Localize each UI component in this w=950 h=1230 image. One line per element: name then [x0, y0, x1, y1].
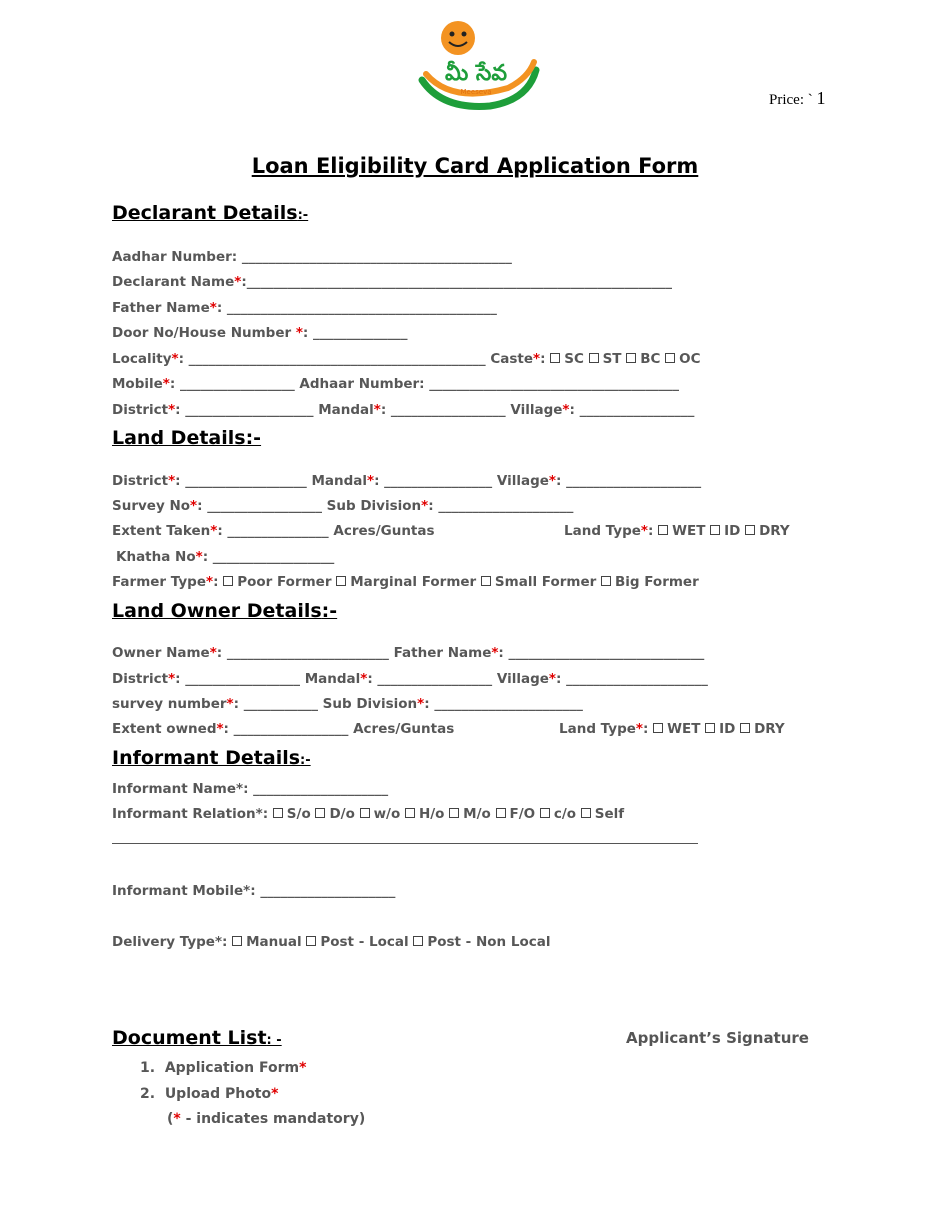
land-type-option-label: ID	[724, 523, 741, 539]
land-district-row[interactable]: District*: __________________ Mandal*: ________________ Village*: ____________________	[112, 473, 702, 489]
owner-land-type-option-wet[interactable]	[653, 721, 700, 737]
checkbox-icon[interactable]	[315, 808, 325, 818]
owner-name-row[interactable]: Owner Name*: ________________________ Father Name*: _____________________________	[112, 645, 705, 661]
owner-land-type-option-dry[interactable]	[740, 721, 785, 737]
land-survey-row[interactable]: Survey No*: _________________ Sub Division*: ____________________	[112, 498, 574, 514]
document-item: 2. Upload Photo*	[140, 1086, 279, 1102]
checkbox-icon[interactable]	[601, 576, 611, 586]
relation-option-h-o[interactable]	[405, 806, 445, 822]
relation-option-label: S/o	[286, 806, 311, 822]
relation-option-label: F/O	[509, 806, 536, 822]
checkbox-icon[interactable]	[745, 525, 755, 535]
section-land-heading: Land Details:-	[112, 427, 262, 449]
informant-mobile-field[interactable]: Informant Mobile*: ____________________	[112, 883, 396, 899]
delivery-option-label: Post - Non Local	[427, 934, 551, 950]
caste-option-label: BC	[640, 351, 661, 367]
relation-option-label: D/o	[329, 806, 355, 822]
meeseva-logo	[412, 18, 540, 110]
delivery-type-row[interactable]: Delivery Type*: Manual Post - Local Post - Non Local	[112, 934, 551, 950]
checkbox-icon[interactable]	[449, 808, 459, 818]
section-declarant-heading: Declarant Details:-	[112, 202, 309, 224]
owner-district-row[interactable]: District*: _________________ Mandal*: _________________ Village*: _____________________	[112, 671, 708, 687]
section-owner-heading: Land Owner Details:-	[112, 600, 338, 622]
checkbox-icon[interactable]	[710, 525, 720, 535]
farmer-type-option-big-former[interactable]	[601, 574, 699, 590]
divider-line	[112, 843, 698, 844]
relation-option-label: Self	[594, 806, 625, 822]
owner-land-type-option-label: WET	[667, 721, 701, 737]
land-farmer-type-row[interactable]: Farmer Type*: Poor Former Marginal Former Small Former Big Former	[112, 574, 699, 590]
checkbox-icon[interactable]	[496, 808, 506, 818]
owner-land-type-option-label: DRY	[754, 721, 785, 737]
declarant-name-field[interactable]: Declarant Name*:_______________________________________________________________	[112, 274, 672, 290]
checkbox-icon[interactable]	[360, 808, 370, 818]
mandatory-note: (* - indicates mandatory)	[167, 1111, 366, 1127]
owner-survey-row[interactable]: survey number*: ___________ Sub Division*: ______________________	[112, 696, 583, 712]
relation-option-label: c/o	[553, 806, 577, 822]
checkbox-icon[interactable]	[336, 576, 346, 586]
checkbox-icon[interactable]	[653, 723, 663, 733]
section-documents-heading: Document List: -	[112, 1027, 282, 1049]
declarant-mobile-row[interactable]: Mobile*: _________________ Adhaar Number: _____________________________________	[112, 376, 680, 392]
delivery-option-label: Manual	[246, 934, 302, 950]
relation-option-s-o[interactable]	[273, 806, 311, 822]
delivery-option-label: Post - Local	[320, 934, 409, 950]
land-khatha-field[interactable]: Khatha No*: __________________	[116, 549, 335, 565]
checkbox-icon[interactable]	[232, 936, 242, 946]
declarant-aadhar-field[interactable]: Aadhar Number: ________________________________________	[112, 249, 512, 265]
checkbox-icon[interactable]	[705, 723, 715, 733]
section-informant-heading: Informant Details:-	[112, 747, 311, 769]
farmer-type-option-small-former[interactable]	[481, 574, 596, 590]
caste-option-oc[interactable]	[665, 351, 700, 367]
caste-option-st[interactable]	[589, 351, 622, 367]
farmer-type-option-label: Marginal Former	[350, 574, 477, 590]
caste-option-bc[interactable]	[626, 351, 660, 367]
farmer-type-option-label: Poor Former	[237, 574, 332, 590]
land-type-options[interactable]	[658, 523, 790, 539]
delivery-options[interactable]	[232, 934, 550, 950]
checkbox-icon[interactable]	[740, 723, 750, 733]
declarant-door-field[interactable]: Door No/House Number *: ______________	[112, 325, 408, 341]
caste-option-label: SC	[564, 351, 584, 367]
informant-name-field[interactable]: Informant Name*: ____________________	[112, 781, 389, 797]
checkbox-icon[interactable]	[306, 936, 316, 946]
price: Price: ` 1	[769, 88, 826, 108]
owner-land-type-field[interactable]: Land Type*: WET ID DRY	[559, 721, 785, 737]
farmer-type-option-label: Small Former	[494, 574, 597, 590]
owner-land-type-option-label: ID	[719, 721, 736, 737]
logo-graphic	[412, 18, 540, 110]
declarant-father-field[interactable]: Father Name*: ________________________________________	[112, 300, 497, 316]
farmer-type-option-marginal-former[interactable]	[336, 574, 476, 590]
caste-option-label: ST	[602, 351, 622, 367]
relation-option-label: H/o	[418, 806, 445, 822]
land-type-option-label: DRY	[759, 523, 790, 539]
farmer-type-option-label: Big Former	[614, 574, 699, 590]
delivery-option-manual[interactable]	[232, 934, 302, 950]
relation-option-d-o[interactable]	[315, 806, 354, 822]
relation-option-self[interactable]	[581, 806, 624, 822]
relation-option-label: M/o	[463, 806, 491, 822]
page-title: Loan Eligibility Card Application Form	[251, 154, 699, 178]
checkbox-icon[interactable]	[273, 808, 283, 818]
relation-option-label: w/o	[373, 806, 401, 822]
checkbox-icon[interactable]	[581, 808, 591, 818]
land-extent-row[interactable]: Extent Taken*: _______________ Acres/Guntas	[112, 523, 435, 539]
delivery-option-post-non-local[interactable]	[413, 934, 550, 950]
declarant-district-row[interactable]: District*: ___________________ Mandal*: _________________ Village*: _________________	[112, 402, 695, 418]
owner-land-type-options[interactable]	[653, 721, 785, 737]
checkbox-icon[interactable]	[481, 576, 491, 586]
relation-option-f-o[interactable]	[496, 806, 536, 822]
checkbox-icon[interactable]	[405, 808, 415, 818]
owner-land-type-option-id[interactable]	[705, 721, 735, 737]
logo-subtext: Meeseva	[460, 88, 492, 96]
relation-option-c-o[interactable]	[540, 806, 576, 822]
checkbox-icon[interactable]	[550, 353, 560, 363]
relation-option-w-o[interactable]	[360, 806, 401, 822]
document-item: 1. Application Form*	[140, 1060, 307, 1076]
checkbox-icon[interactable]	[626, 353, 636, 363]
delivery-option-post-local[interactable]	[306, 934, 408, 950]
farmer-type-options[interactable]	[223, 574, 699, 590]
checkbox-icon[interactable]	[665, 353, 675, 363]
checkbox-icon[interactable]	[589, 353, 599, 363]
relation-option-m-o[interactable]	[449, 806, 491, 822]
land-type-option-id[interactable]	[710, 523, 740, 539]
land-type-option-wet[interactable]	[658, 523, 705, 539]
caste-option-sc[interactable]	[550, 351, 584, 367]
land-type-option-dry[interactable]	[745, 523, 790, 539]
owner-extent-row[interactable]: Extent owned*: _________________ Acres/Guntas	[112, 721, 455, 737]
caste-option-label: OC	[679, 351, 701, 367]
applicant-signature-label: Applicant’s Signature	[626, 1029, 809, 1047]
land-type-field[interactable]: Land Type*: WET ID DRY	[564, 523, 790, 539]
declarant-locality-row[interactable]: Locality*: ____________________________________________ Caste*: SC ST BC OC	[112, 351, 701, 367]
logo-telugu-text: మీ సేవ	[444, 61, 508, 86]
relation-options[interactable]	[273, 806, 624, 822]
checkbox-icon[interactable]	[413, 936, 423, 946]
farmer-type-option-poor-former[interactable]	[223, 574, 331, 590]
checkbox-icon[interactable]	[540, 808, 550, 818]
checkbox-icon[interactable]	[658, 525, 668, 535]
land-type-option-label: WET	[672, 523, 706, 539]
checkbox-icon[interactable]	[223, 576, 233, 586]
caste-options[interactable]	[550, 351, 700, 367]
informant-relation-row[interactable]: Informant Relation*: S/o D/o w/o H/o M/o F/O c/o Self	[112, 806, 625, 822]
